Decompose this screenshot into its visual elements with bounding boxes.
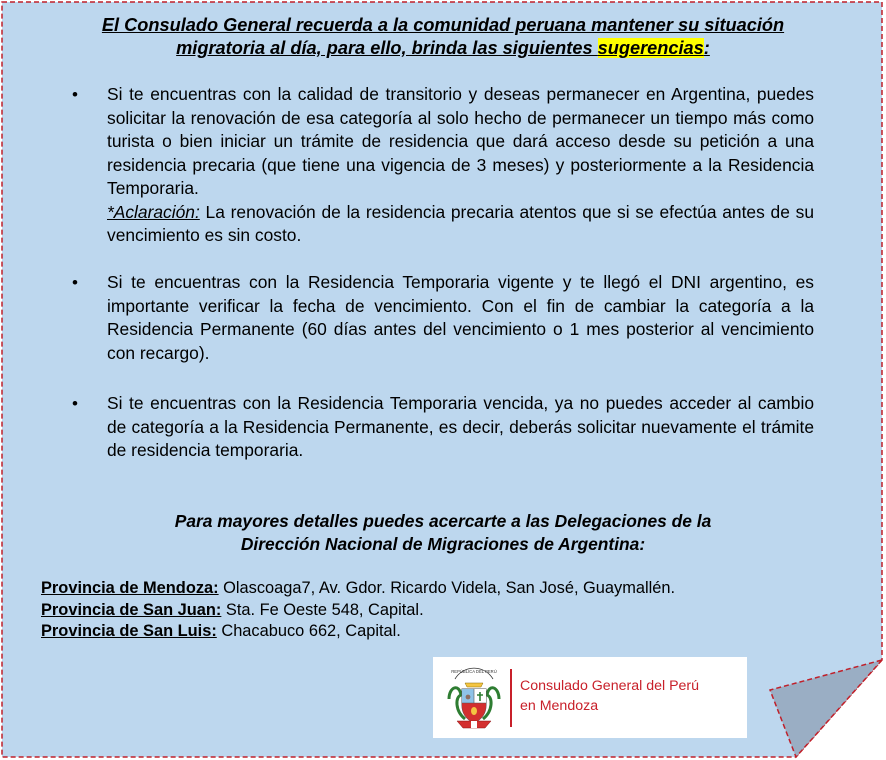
- logo-text-line-2: en Mendoza: [520, 698, 599, 714]
- suggestion-item-temporaria-vencida: [72, 392, 822, 463]
- title-line-2: [30, 37, 856, 60]
- logo-text: [520, 676, 699, 716]
- bullet-icon: •: [72, 394, 78, 413]
- address-row-san-juan: [41, 600, 841, 622]
- suggestion-body: Si te encuentras con la calidad de transitorio y deseas permanecer en Argentina, puedes solicitar la renovación de esa categoría al solo hecho de permanecer un tiempo más como turista o bien iniciar un trámite de residencia que dará acceso desde su petición a una residencia precaria (que tiene una vigencia de 3 meses) y posteriormente a la Residencia Temporaria.: [107, 84, 814, 198]
- suggestion-text: Si te encuentras con la Residencia Temporaria vencida, ya no puedes acceder al cambio de categoría a la Residencia Permanente, es decir, deberás solicitar nuevamente el trámite de residencia temporaria.: [107, 393, 814, 460]
- suggestion-text: Si te encuentras con la Residencia Temporaria vigente y te llegó el DNI argentino, es importante verificar la fecha de vencimiento. Con el fin de cambiar la categoría a la Residencia Permanente (60 días antes del vencimiento o 1 mes posterior al vencimiento con recargo).: [107, 272, 814, 363]
- suggestion-item-temporaria-vigente: [72, 271, 822, 365]
- details-line-1: Para mayores detalles puedes acercarte a las Delegaciones de la: [174, 511, 712, 531]
- details-line-2: Dirección Nacional de Migraciones de Argentina:: [240, 534, 646, 554]
- bullet-icon: •: [72, 85, 78, 104]
- suggestion-item-transitorio: [72, 83, 822, 248]
- clarification-label: *Aclaración:: [107, 201, 200, 222]
- logo-divider: [510, 669, 512, 727]
- province-address: Sta. Fe Oeste 548, Capital.: [221, 600, 424, 619]
- notice-title: [30, 14, 856, 60]
- title-line-1: El Consulado General recuerda a la comunidad peruana mantener su situación: [101, 15, 785, 35]
- seal-text: REPÚBLICA DEL PERÚ: [451, 669, 497, 674]
- details-heading: [30, 510, 856, 556]
- title-line-2-suffix: :: [703, 38, 710, 58]
- address-list: [41, 578, 841, 643]
- province-address: Chacabuco 662, Capital.: [216, 622, 401, 640]
- province-name: Provincia de Mendoza:: [41, 579, 219, 597]
- province-name: Provincia de San Juan:: [41, 600, 222, 619]
- title-line-2-prefix: migratoria al día, para ello, brinda las siguientes: [176, 38, 598, 58]
- address-row-mendoza: [41, 578, 841, 600]
- logo-text-line-1: Consulado General del Perú: [520, 678, 700, 694]
- province-address: Olascoaga7, Av. Gdor. Ricardo Videla, San José, Guaymallén.: [218, 579, 676, 597]
- province-name: Provincia de San Luis:: [41, 622, 217, 640]
- peru-coat-of-arms-icon: [445, 665, 503, 731]
- clarification-text: La renovación de la residencia precaria atentos que si se efectúa antes de su vencimiento es sin costo.: [107, 201, 814, 245]
- suggestion-text: [107, 83, 814, 248]
- consulate-logo: [433, 657, 747, 738]
- highlighted-word: sugerencias: [597, 38, 704, 58]
- bullet-icon: •: [72, 273, 78, 292]
- address-row-san-luis: [41, 621, 841, 643]
